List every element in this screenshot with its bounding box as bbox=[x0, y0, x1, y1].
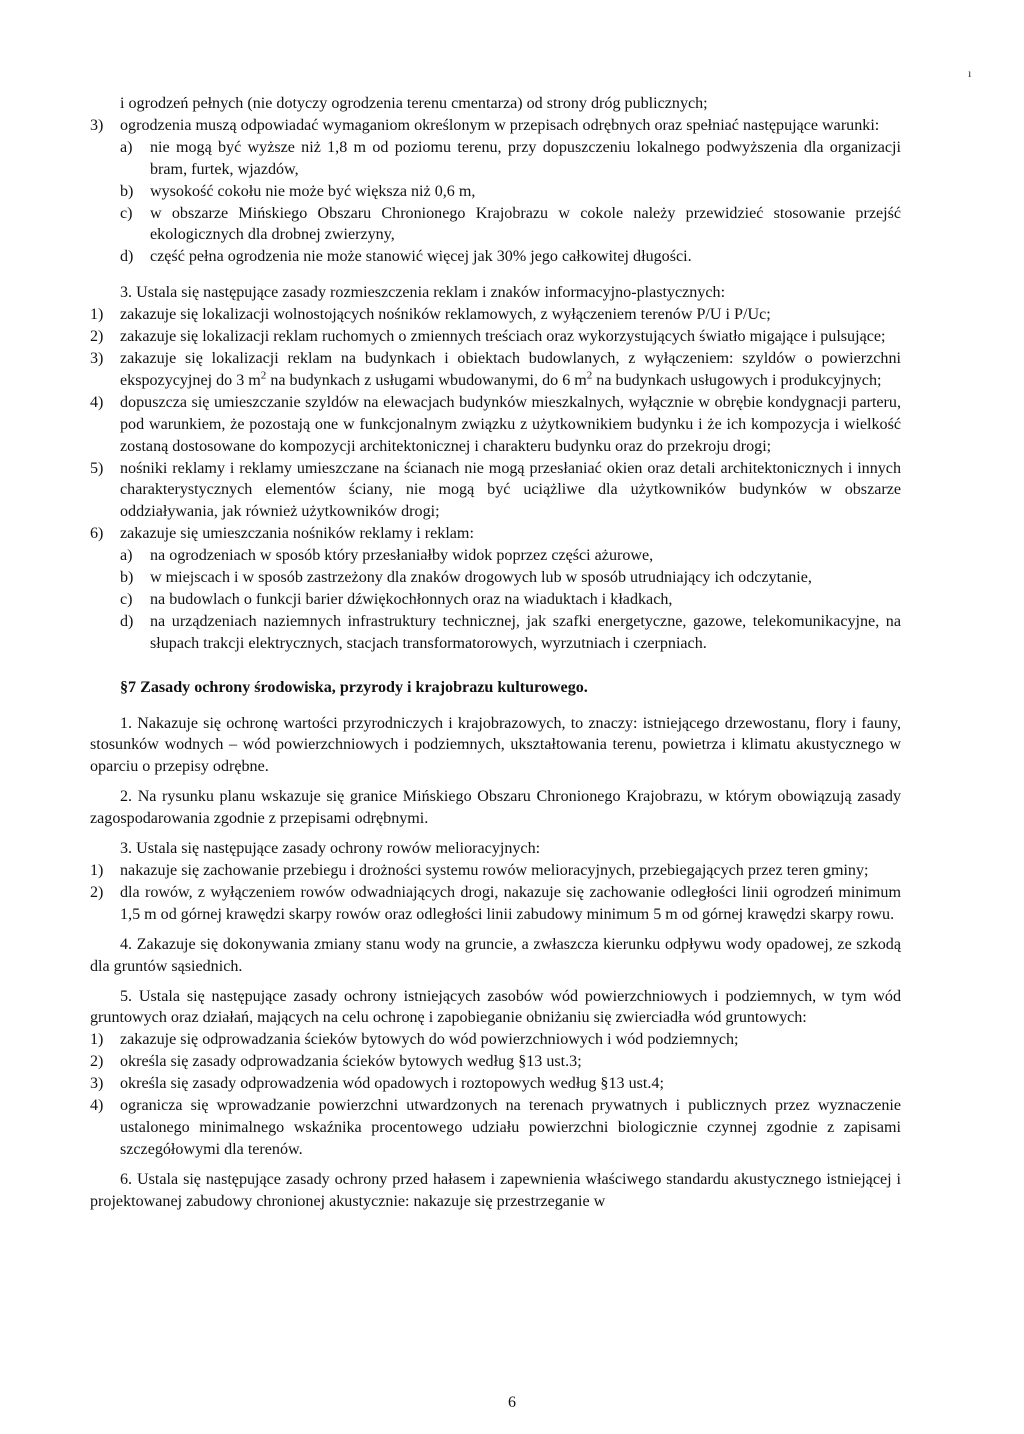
item-number: 4) bbox=[90, 393, 104, 411]
item-letter: a) bbox=[120, 547, 133, 565]
list-item bbox=[90, 326, 901, 348]
item-text: nie mogą być wyższe niż 1,8 m od poziomu terenu, przy dopuszczeniu lokalnego podwyższenia dla organizacji bram, furtek, wjazdów, bbox=[150, 138, 901, 178]
item-number: 2) bbox=[90, 883, 104, 901]
paragraph-number: 4. bbox=[120, 935, 133, 953]
item-letter: c) bbox=[120, 590, 133, 608]
list-item bbox=[90, 115, 901, 137]
item-number: 6) bbox=[90, 525, 104, 543]
list-item bbox=[90, 348, 901, 392]
paragraph-number: 3. bbox=[120, 840, 133, 858]
item-text: zakazuje się lokalizacji wolnostojących nośników reklamowych, z wyłączeniem terenów P/U i P/Uc; bbox=[120, 306, 771, 324]
paragraph-text: Nakazuje się ochronę wartości przyrodniczych i krajobrazowych, to znaczy: istniejącego drzewostanu, flory i fauny, stosunków wodnych – wód powierzchniowych i podziemnych, ukształtowania terenu, powietrza i klimatu akustycznego w oparciu o przepisy odrębne. bbox=[90, 714, 901, 776]
item-text: część pełna ogrodzenia nie może stanowić więcej jak 30% jego całkowitej długości. bbox=[150, 248, 692, 266]
item-number: 1) bbox=[90, 1031, 104, 1049]
item-text: w obszarze Mińskiego Obszaru Chronionego Krajobrazu w cokole należy przewidzieć stosowanie przejść ekologicznych dla drobnej zwierzyny, bbox=[150, 204, 901, 244]
item-number: 2) bbox=[90, 1053, 104, 1071]
item-text: nakazuje się zachowanie przebiegu i drożności systemu rowów melioracyjnych, przebiegających przez teren gminy; bbox=[120, 862, 869, 879]
paragraph-text: Ustala się następujące zasady ochrony rowów melioracyjnych: bbox=[136, 840, 541, 858]
paragraph-number: 3. bbox=[120, 284, 133, 302]
text-part: zakazuje się lokalizacji reklam na budynkach i obiektach budowlanych, z wyłączeniem: szyldów o powierzchni ekspozycyjnej do 3 m bbox=[120, 349, 901, 389]
list-item bbox=[90, 523, 901, 545]
paragraph-text: Ustala się następujące zasady ochrony istniejących zasobów wód powierzchniowych i podziemnych, w tym wód gruntowych oraz działań, mających na celu ochronę i zapobieganie obniżaniu się zwierciadła wód gruntowych: bbox=[90, 987, 901, 1027]
paragraph-text: Ustala się następujące zasady rozmieszczenia reklam i znaków informacyjno-plastycznych: bbox=[136, 284, 726, 302]
item-letter: b) bbox=[120, 569, 134, 587]
item-number: 1) bbox=[90, 306, 104, 324]
item-text: ogranicza się wprowadzanie powierzchni utwardzonych na terenach prywatnych i publicznych przez wyznaczenie ustalonego minimalnego wskaźnika procentowego udziału powierzchni biologicznie czynnej zgodnie z zapisami szczegółowymi dla terenów. bbox=[120, 1097, 901, 1158]
paragraph-5 bbox=[90, 986, 901, 1030]
item-letter: c) bbox=[120, 204, 133, 222]
paragraph-text: Zakazuje się dokonywania zmiany stanu wody na gruncie, a zwłaszcza kierunku odpływu wody opadowej, ze szkodą dla gruntów sąsiednich. bbox=[90, 935, 901, 975]
sub-item bbox=[90, 545, 901, 567]
item-letter: d) bbox=[120, 248, 134, 266]
item-text: zakazuje się lokalizacji reklam ruchomych o zmiennych treściach oraz wykorzystujących światło migające i pulsujące; bbox=[120, 328, 886, 346]
item-number: 3) bbox=[90, 349, 104, 367]
paragraph-3 bbox=[90, 838, 901, 860]
sub-item bbox=[90, 246, 901, 268]
item-text: na ogrodzeniach w sposób który przesłaniałby widok poprzez części ażurowe, bbox=[150, 547, 654, 565]
paragraph-number: 2. bbox=[120, 788, 133, 806]
sub-item bbox=[90, 181, 901, 203]
item-letter: a) bbox=[120, 138, 133, 156]
paragraph-3 bbox=[90, 282, 901, 304]
item-number: 1) bbox=[90, 862, 104, 879]
superscript: 2 bbox=[260, 369, 267, 382]
sub-item bbox=[90, 589, 901, 611]
item-text bbox=[120, 348, 901, 392]
page-content bbox=[90, 93, 901, 1213]
item-number: 3) bbox=[90, 1075, 104, 1093]
paragraph-4 bbox=[90, 934, 901, 978]
paragraph-number: 6. bbox=[120, 1170, 133, 1188]
item-text: w miejscach i w sposób zastrzeżony dla znaków drogowych lub w sposób utrudniający ich odczytanie, bbox=[150, 569, 812, 587]
text-part: na budynkach usługowych i produkcyjnych; bbox=[592, 371, 882, 389]
paragraph-number: 5. bbox=[120, 987, 133, 1005]
item-text: nośniki reklamy i reklamy umieszczane na ścianach nie mogą przesłaniać okien oraz detali architektonicznych i innych charakterystycznych elementów ściany, nie mogą być uciążliwe dla użytkowników budynków w obszarze oddziaływania, jak również użytkowników drogi; bbox=[120, 459, 901, 521]
item-letter: b) bbox=[120, 182, 134, 200]
paragraph-6 bbox=[90, 1169, 901, 1213]
paragraph-2 bbox=[90, 786, 901, 830]
list-item bbox=[90, 1051, 901, 1073]
sub-item bbox=[90, 137, 901, 181]
sub-item bbox=[90, 567, 901, 589]
item-number: 5) bbox=[90, 459, 104, 477]
paragraph-text: Na rysunku planu wskazuje się granice Mińskiego Obszaru Chronionego Krajobrazu, w którym obowiązują zasady zagospodarowania zgodnie z przepisami odrębnymi. bbox=[90, 788, 901, 828]
list-item bbox=[90, 1095, 901, 1161]
section-heading: §7 Zasady ochrony środowiska, przyrody i krajobrazu kulturowego. bbox=[120, 678, 588, 696]
item-text: dopuszcza się umieszczanie szyldów na elewacjach budynków mieszkalnych, wyłącznie w obrębie kondygnacji parteru, pod warunkiem, że pozostają one w funkcjonalnym związku z użytkownikiem budynku i że ich kompozycja i wielkość zostaną dostosowane do kompozycji architektonicznej i charakteru budynku oraz do przekroju drogi; bbox=[120, 393, 901, 455]
text-part: na budynkach z usługami wbudowanymi, do 6 m bbox=[266, 371, 587, 389]
item-text: określa się zasady odprowadzenia wód opadowych i roztopowych według §13 ust.4; bbox=[120, 1075, 664, 1093]
superscript: 2 bbox=[586, 369, 593, 382]
item-text: zakazuje się umieszczania nośników reklamy i reklam: bbox=[120, 525, 474, 543]
list-item bbox=[90, 860, 901, 882]
list-item bbox=[90, 882, 901, 926]
continued-line: i ogrodzeń pełnych (nie dotyczy ogrodzenia terenu cmentarza) od strony dróg publicznych; bbox=[120, 95, 708, 112]
paragraph-1 bbox=[90, 713, 901, 779]
paragraph-number: 1. bbox=[120, 714, 133, 732]
paragraph-text: Ustala się następujące zasady ochrony przed hałasem i zapewnienia właściwego standardu akustycznego istniejącej i projektowanej zabudowy chronionej akustycznie: nakazuje się przestrzeganie w bbox=[90, 1170, 901, 1210]
item-number: 3) bbox=[90, 116, 104, 134]
item-number: 4) bbox=[90, 1097, 104, 1115]
list-item bbox=[90, 392, 901, 458]
item-text: na budowlach o funkcji barier dźwiękochłonnych oraz na wiaduktach i kładkach, bbox=[150, 590, 673, 608]
item-text: na urządzeniach naziemnych infrastruktury technicznej, jak szafki energetyczne, gazowe, telekomunikacyjne, na słupach trakcji elektrycznych, stacjach transformatorowych, wyrzutniach i czerpniach. bbox=[150, 612, 901, 652]
list-item bbox=[90, 1029, 901, 1051]
item-text: ogrodzenia muszą odpowiadać wymaganiom określonym w przepisach odrębnych oraz spełniać następujące warunki: bbox=[120, 116, 880, 134]
item-text: dla rowów, z wyłączeniem rowów odwadniających drogi, nakazuje się zachowanie odległości linii ogrodzeń minimum 1,5 m od górnej krawędzi skarpy rowów oraz odległości linii zabudowy minimum 5 m od górnej krawędzi skarpy rowu. bbox=[120, 883, 901, 923]
item-number: 2) bbox=[90, 328, 104, 346]
sub-item bbox=[90, 611, 901, 655]
list-item bbox=[90, 1073, 901, 1095]
item-text: określa się zasady odprowadzania ścieków bytowych według §13 ust.3; bbox=[120, 1053, 582, 1071]
page-number: 6 bbox=[508, 1394, 516, 1411]
corner-mark: ı bbox=[968, 66, 972, 80]
list-item bbox=[90, 304, 901, 326]
item-text: zakazuje się odprowadzania ścieków bytowych do wód powierzchniowych i wód podziemnych; bbox=[120, 1031, 739, 1049]
item-letter: d) bbox=[120, 612, 134, 630]
sub-item bbox=[90, 203, 901, 247]
list-item bbox=[90, 458, 901, 524]
item-text: wysokość cokołu nie może być większa niż 0,6 m, bbox=[150, 182, 476, 200]
